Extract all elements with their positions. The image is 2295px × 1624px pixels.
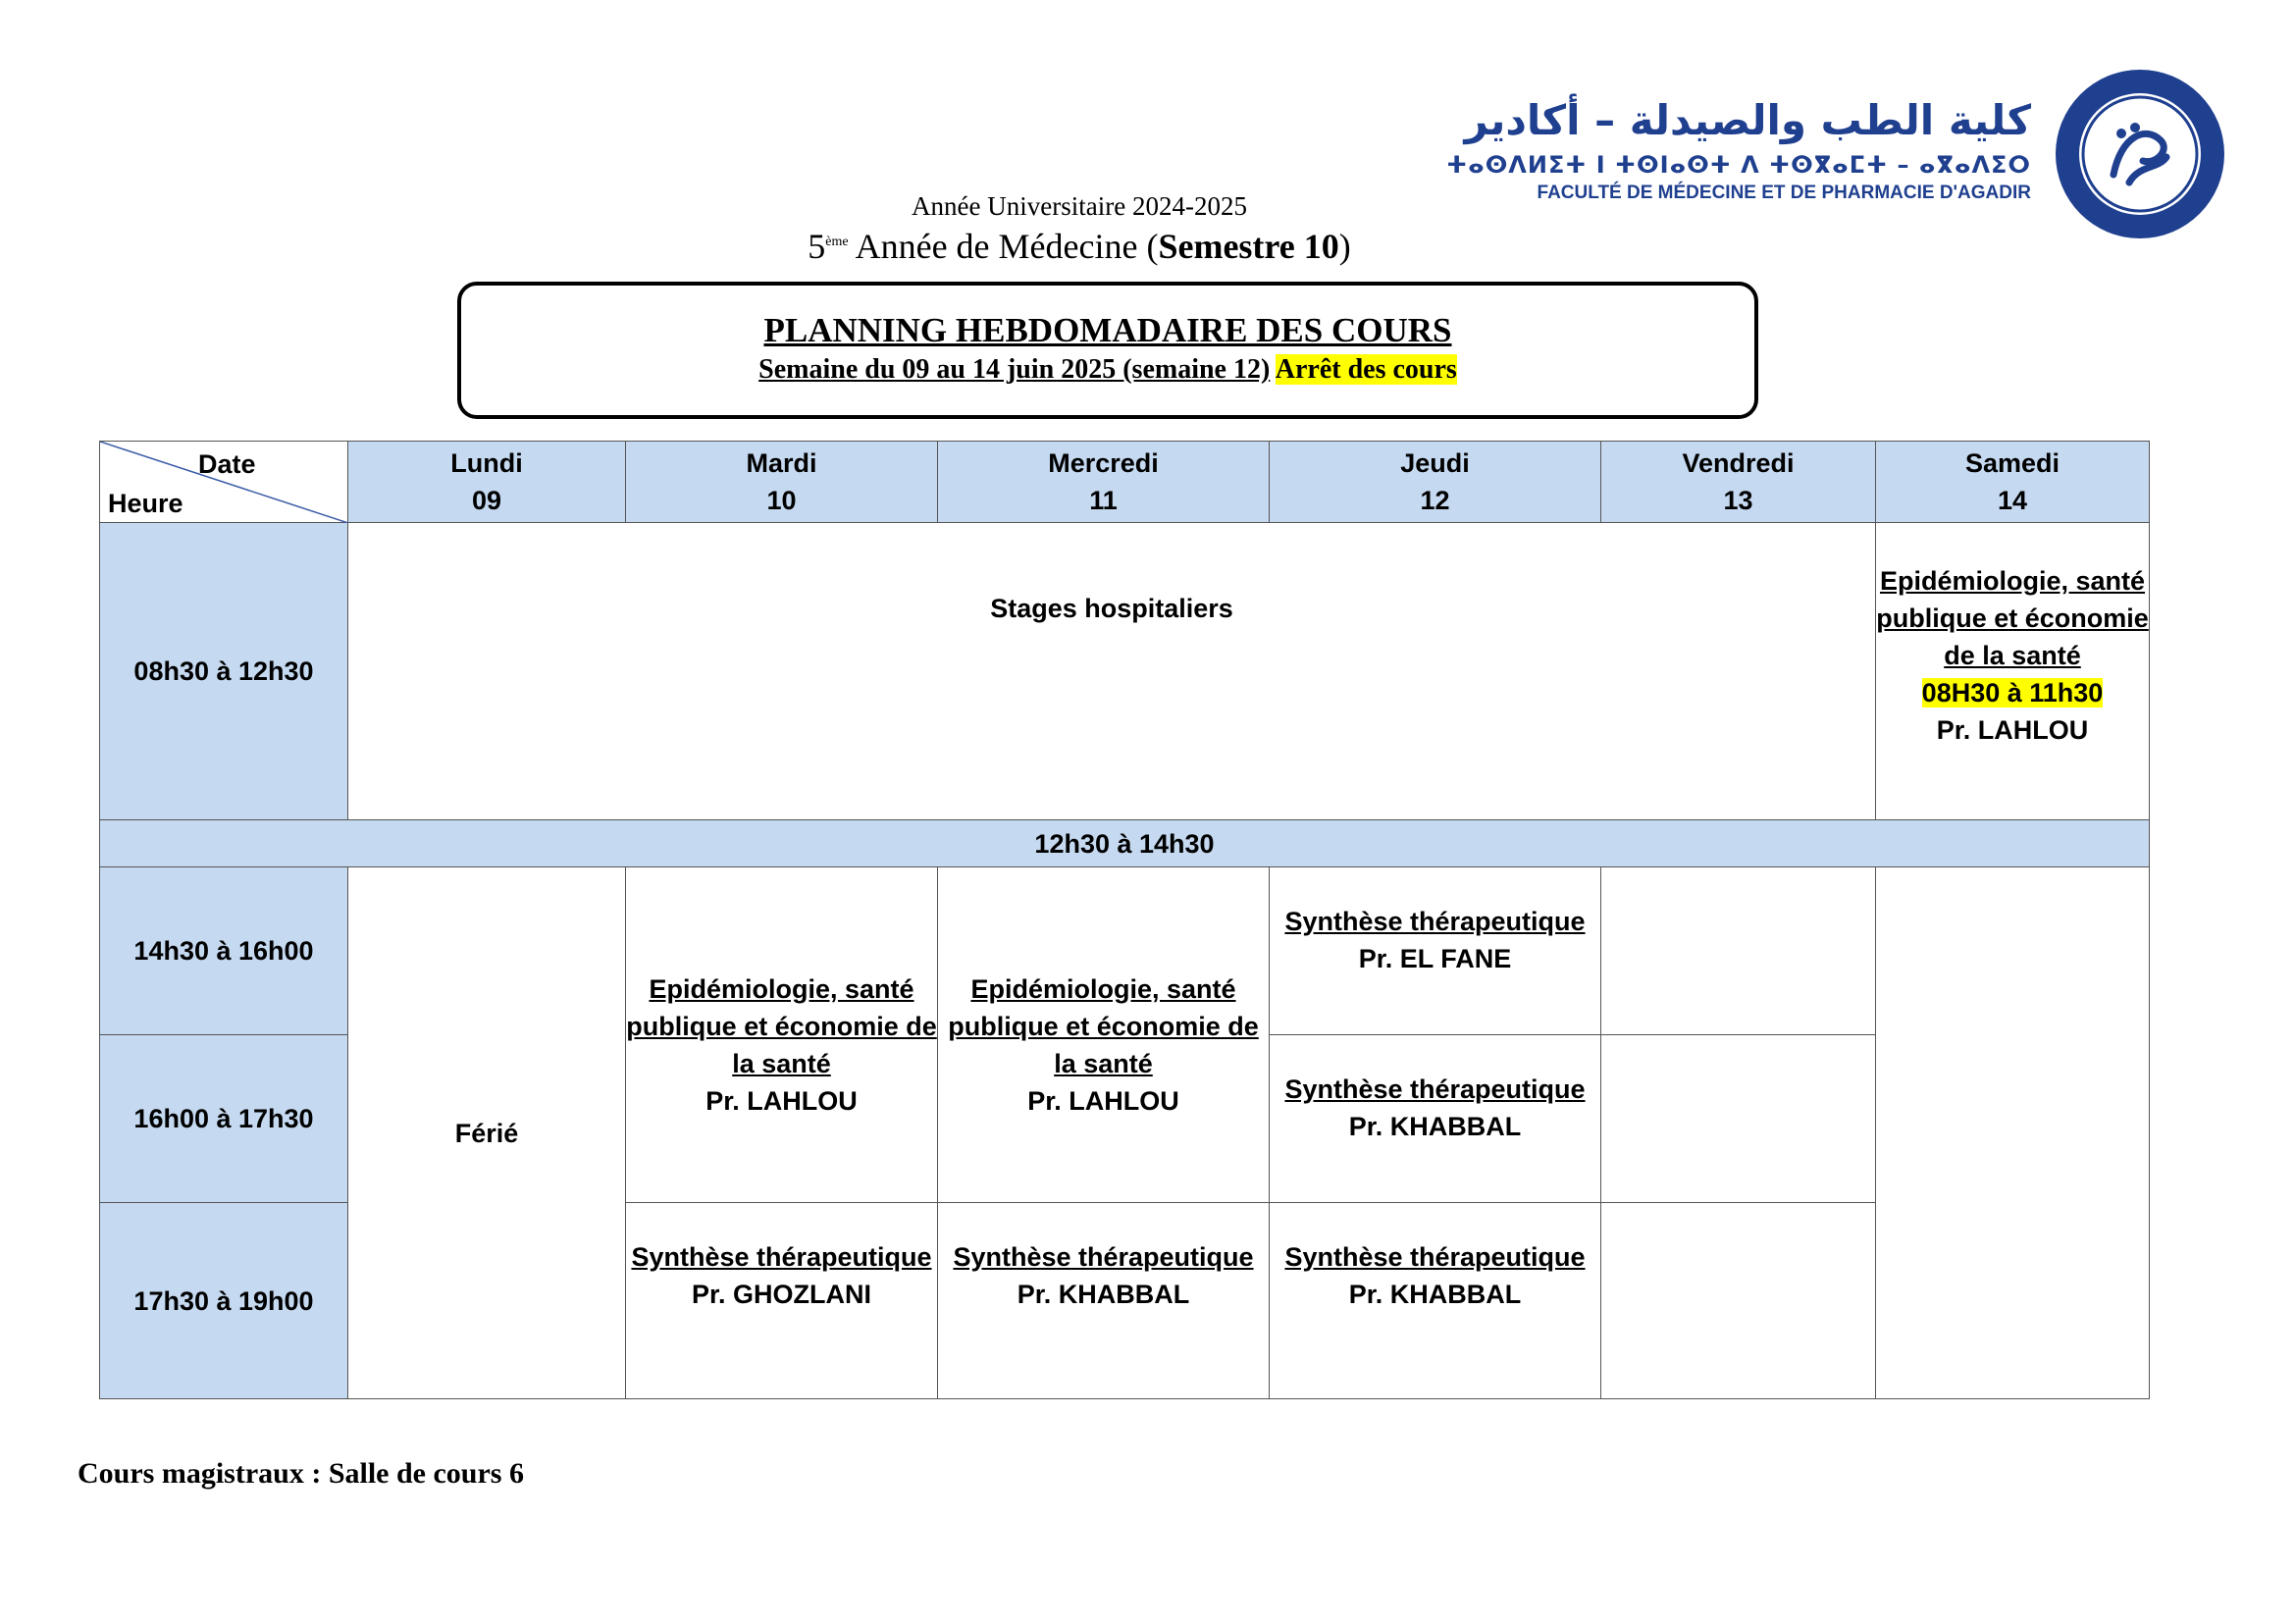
day-header: Lundi 09 xyxy=(348,442,626,523)
empty-cell xyxy=(1601,1035,1876,1203)
day-header: Mercredi 11 xyxy=(938,442,1270,523)
footer-note: Cours magistraux : Salle de cours 6 xyxy=(78,1457,524,1490)
time-slot-label: 14h30 à 16h00 xyxy=(100,867,348,1035)
course-cell: Synthèse thérapeutique Pr. KHABBAL xyxy=(1270,1035,1601,1203)
corner-date-label: Date xyxy=(198,449,256,479)
course-cell: Synthèse thérapeutique Pr. KHABBAL xyxy=(1270,1203,1601,1399)
week-subtitle: Semaine du 09 au 14 juin 2025 (semaine 12) Arrêt des cours xyxy=(758,354,1457,385)
schedule-table xyxy=(99,441,2150,1399)
corner-cell xyxy=(100,442,348,523)
program-title: 5ème Année de Médecine (Semestre 10) xyxy=(808,227,1351,266)
lunch-break-row: 12h30 à 14h30 xyxy=(100,820,2150,867)
logo-french-name: FACULTÉ DE MÉDECINE ET DE PHARMACIE D'AGADIR xyxy=(1537,183,2031,203)
empty-cell xyxy=(1876,867,2150,1399)
planning-title: PLANNING HEBDOMADAIRE DES COURS xyxy=(763,311,1452,349)
course-cell: Synthèse thérapeutique Pr. GHOZLANI xyxy=(626,1203,938,1399)
day-header: Jeudi 12 xyxy=(1270,442,1601,523)
logo-arabic-name: كلية الطب والصيدلة – أكادير xyxy=(1464,96,2031,144)
time-slot-label: 08h30 à 12h30 xyxy=(100,523,348,820)
day-header: Samedi 14 xyxy=(1876,442,2150,523)
logo-tifinagh-name: ⵜⴰⵙⴷⵍⵉⵜ ⵏ ⵜⵙⵏⴰⵙⵜ ⴷ ⵜⵙⴳⴰⵎⵜ – ⴰⴳⴰⴷⵉⵔ xyxy=(1446,151,2031,179)
status-highlight: Arrêt des cours xyxy=(1275,354,1457,385)
time-highlight: 08H30 à 11h30 xyxy=(1921,678,2104,707)
day-header: Mardi 10 xyxy=(626,442,938,523)
empty-cell xyxy=(1601,867,1876,1035)
morning-block: Stages hospitaliers xyxy=(348,523,1876,820)
empty-cell xyxy=(1601,1203,1876,1399)
corner-heure-label: Heure xyxy=(108,489,183,518)
planning-title-box xyxy=(457,282,1758,419)
academic-year: Année Universitaire 2024-2025 xyxy=(912,191,1247,221)
samedi-morning-course: Epidémiologie, santé publique et économie de la santé 08H30 à 11h30 Pr. LAHLOU xyxy=(1876,523,2150,820)
time-slot-label: 17h30 à 19h00 xyxy=(100,1203,348,1399)
course-cell: Epidémiologie, santé publique et économie de la santé Pr. LAHLOU xyxy=(626,867,938,1203)
course-cell: Synthèse thérapeutique Pr. EL FANE xyxy=(1270,867,1601,1035)
ferie-cell: Férié xyxy=(348,867,626,1399)
day-header: Vendredi 13 xyxy=(1601,442,1876,523)
course-cell: Synthèse thérapeutique Pr. KHABBAL xyxy=(938,1203,1270,1399)
time-slot-label: 16h00 à 17h30 xyxy=(100,1035,348,1203)
course-cell: Epidémiologie, santé publique et économie de la santé Pr. LAHLOU xyxy=(938,867,1270,1203)
